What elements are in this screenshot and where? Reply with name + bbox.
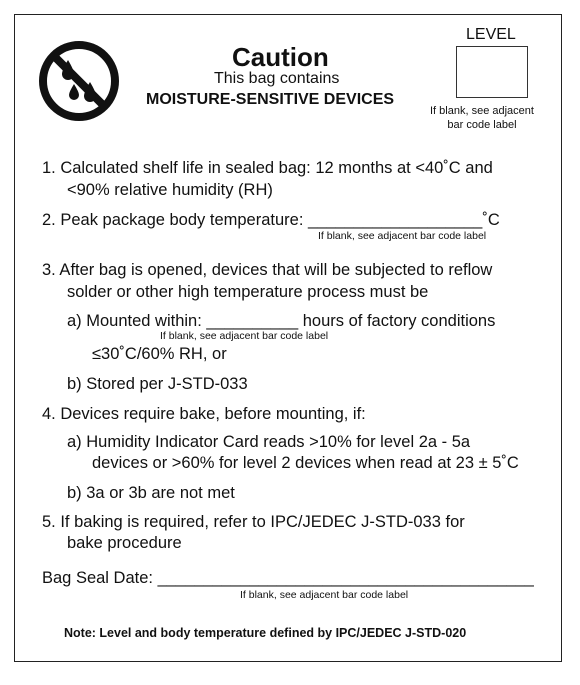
- bag-seal-note: If blank, see adjacent bar code label: [240, 589, 409, 601]
- item-4a-line2: devices or >60% for level 2 devices when read at 23 ± 5˚C: [92, 454, 519, 472]
- item-4-line: 4. Devices require bake, before mounting, if:: [42, 405, 366, 423]
- item-4b-line: b) 3a or 3b are not met: [67, 484, 235, 502]
- item-5-line2: bake procedure: [67, 534, 182, 552]
- level-note: [430, 104, 534, 132]
- item-2-note: If blank, see adjacent bar code label: [318, 230, 487, 242]
- level-note-line2: bar code label: [447, 119, 517, 131]
- level-label: LEVEL: [466, 26, 516, 43]
- item-3-line1: 3. After bag is opened, devices that will be subjected to reflow: [42, 261, 493, 279]
- item-3a-note: If blank, see adjacent bar code label: [160, 330, 329, 342]
- bag-seal-date: Bag Seal Date: _________________________________________: [42, 569, 534, 587]
- item-2-line: 2. Peak package body temperature: ___________________˚C: [42, 211, 500, 229]
- item-3b-line: b) Stored per J-STD-033: [67, 375, 248, 393]
- bag-contains-text: This bag contains: [214, 70, 340, 87]
- item-1-line2: <90% relative humidity (RH): [67, 181, 273, 199]
- footer-note: Note: Level and body temperature defined by IPC/JEDEC J-STD-020: [64, 626, 467, 640]
- level-box: [456, 46, 528, 98]
- caution-title: Caution: [232, 42, 329, 72]
- item-5-line1: 5. If baking is required, refer to IPC/JEDEC J-STD-033 for: [42, 513, 465, 531]
- moisture-sensitive-heading: MOISTURE-SENSITIVE DEVICES: [146, 91, 395, 108]
- item-1-line1: 1. Calculated shelf life in sealed bag: 12 months at <40˚C and: [42, 159, 493, 177]
- item-3-line2: solder or other high temperature process must be: [67, 283, 429, 301]
- item-3a-line1: a) Mounted within: __________ hours of factory conditions: [67, 312, 496, 330]
- level-note-line1: If blank, see adjacent: [430, 105, 534, 117]
- item-3a-line2: ≤30˚C/60% RH, or: [92, 345, 227, 363]
- item-4a-line1: a) Humidity Indicator Card reads >10% for level 2a - 5a: [67, 433, 471, 451]
- no-moisture-icon: [38, 40, 120, 122]
